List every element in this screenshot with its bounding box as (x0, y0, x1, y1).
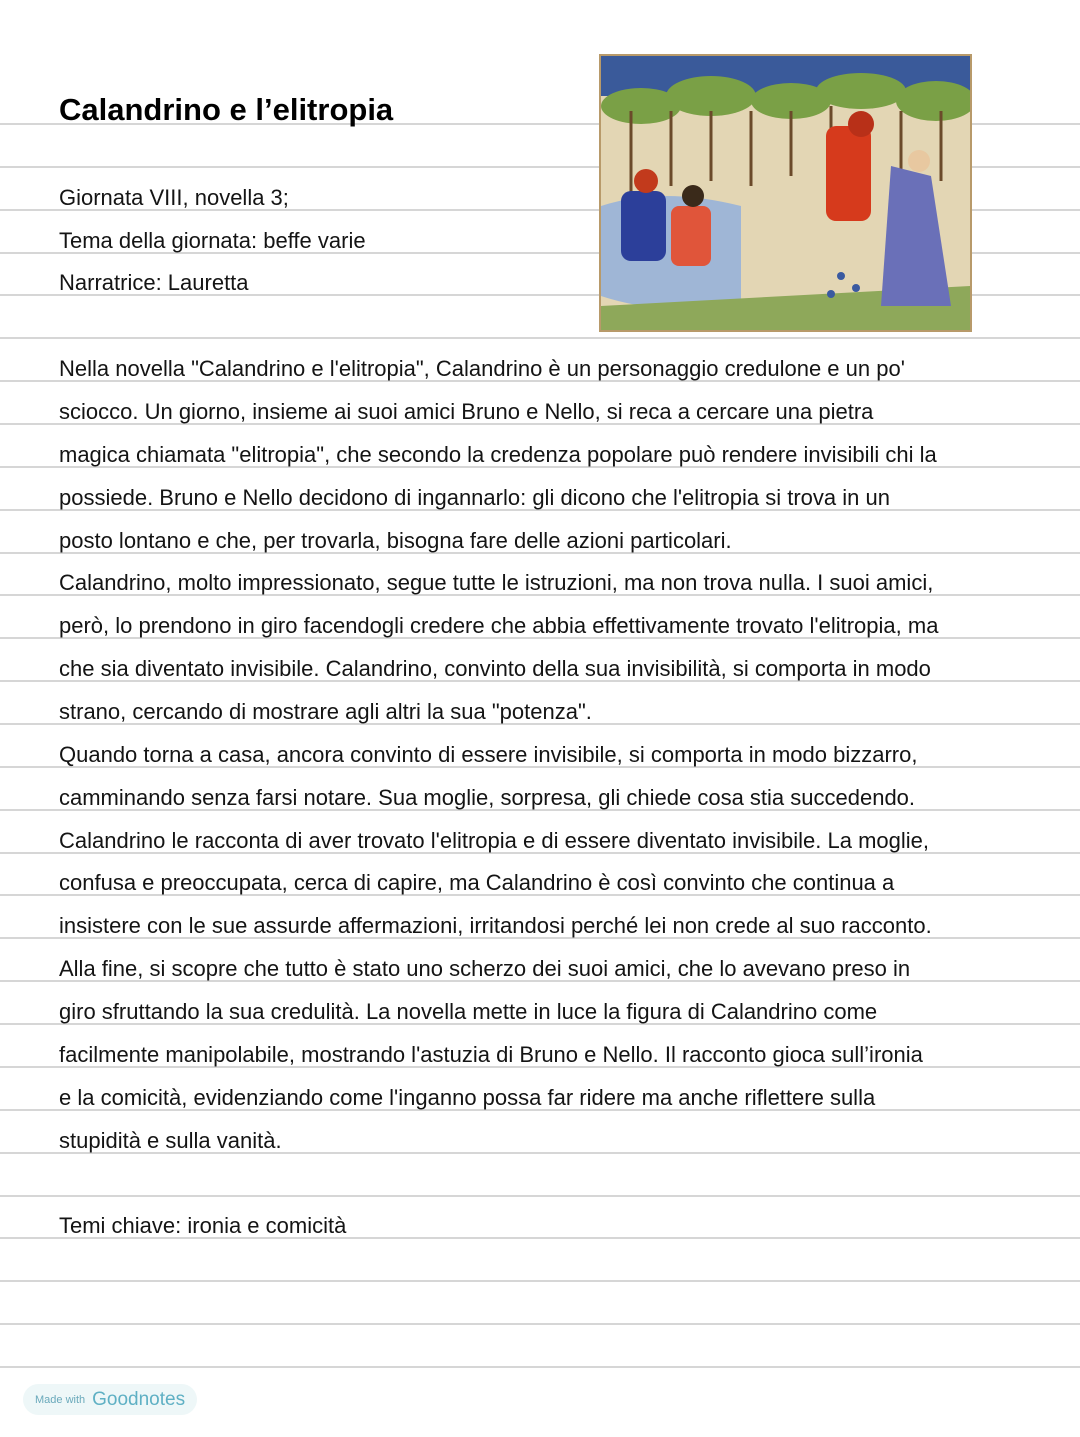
rule-line (0, 1195, 1080, 1197)
goodnotes-logo: Goodnotes (92, 1388, 186, 1410)
text-line: giro sfruttando la sua credulità. La novella mette in luce la figura di Calandrino come (59, 999, 878, 1024)
text-line: insistere con le sue assurde affermazioni, irritandosi perché lei non crede al suo racconto. (59, 913, 932, 938)
text-line: Calandrino, molto impressionato, segue tutte le istruzioni, ma non trova nulla. I suoi amici, (59, 570, 934, 595)
info-line: Narratrice: Lauretta (59, 270, 249, 295)
text-line: possiede. Bruno e Nello decidono di ingannarlo: gli dicono che l'elitropia si trova in un (59, 485, 890, 510)
rule-line (0, 1323, 1080, 1325)
made-with-label: Made with (35, 1393, 86, 1406)
info-line: Giornata VIII, novella 3; (59, 185, 289, 210)
text-line: camminando senza farsi notare. Sua moglie, sorpresa, gli chiede cosa stia succedendo. (59, 785, 916, 810)
text-line: e la comicità, evidenziando come l'inganno possa far ridere ma anche riflettere sulla (59, 1085, 876, 1110)
text-line: che sia diventato invisibile. Calandrino, convinto della sua invisibilità, si comporta in modo (59, 656, 931, 681)
text-line: facilmente manipolabile, mostrando l'astuzia di Bruno e Nello. Il racconto gioca sull’ironia (59, 1042, 923, 1067)
text-line: confusa e preoccupata, cerca di capire, ma Calandrino è così convinto che continua a (59, 870, 895, 895)
info-line: Tema della giornata: beffe varie (59, 228, 366, 253)
made-with-goodnotes-badge[interactable] (23, 1384, 197, 1415)
illustration-image (599, 54, 972, 332)
text-line: magica chiamata "elitropia", che secondo la credenza popolare può rendere invisibili chi la (59, 442, 937, 467)
text-line: Alla fine, si scopre che tutto è stato uno scherzo dei suoi amici, che lo avevano preso in (59, 956, 911, 981)
text-line: posto lontano e che, per trovarla, bisogna fare delle azioni particolari. (59, 528, 732, 553)
rule-line (0, 1280, 1080, 1282)
key-themes: Temi chiave: ironia e comicità (59, 1213, 347, 1238)
text-line: stupidità e sulla vanità. (59, 1128, 282, 1153)
text-line: Calandrino le racconta di aver trovato l'elitropia e di essere diventato invisibile. La moglie, (59, 828, 929, 853)
text-line: Quando torna a casa, ancora convinto di essere invisibile, si comporta in modo bizzarro, (59, 742, 918, 767)
text-line: strano, cercando di mostrare agli altri la sua "potenza". (59, 699, 592, 724)
page-title: Calandrino e l’elitropia (59, 92, 394, 127)
text-line: Nella novella "Calandrino e l'elitropia", Calandrino è un personaggio credulone e un po' (59, 356, 905, 381)
rule-line (0, 337, 1080, 339)
text-line: però, lo prendono in giro facendogli credere che abbia effettivamente trovato l'elitropia, ma (59, 613, 939, 638)
text-line: sciocco. Un giorno, insieme ai suoi amici Bruno e Nello, si reca a cercare una pietra (59, 399, 874, 424)
rule-line (0, 1366, 1080, 1368)
